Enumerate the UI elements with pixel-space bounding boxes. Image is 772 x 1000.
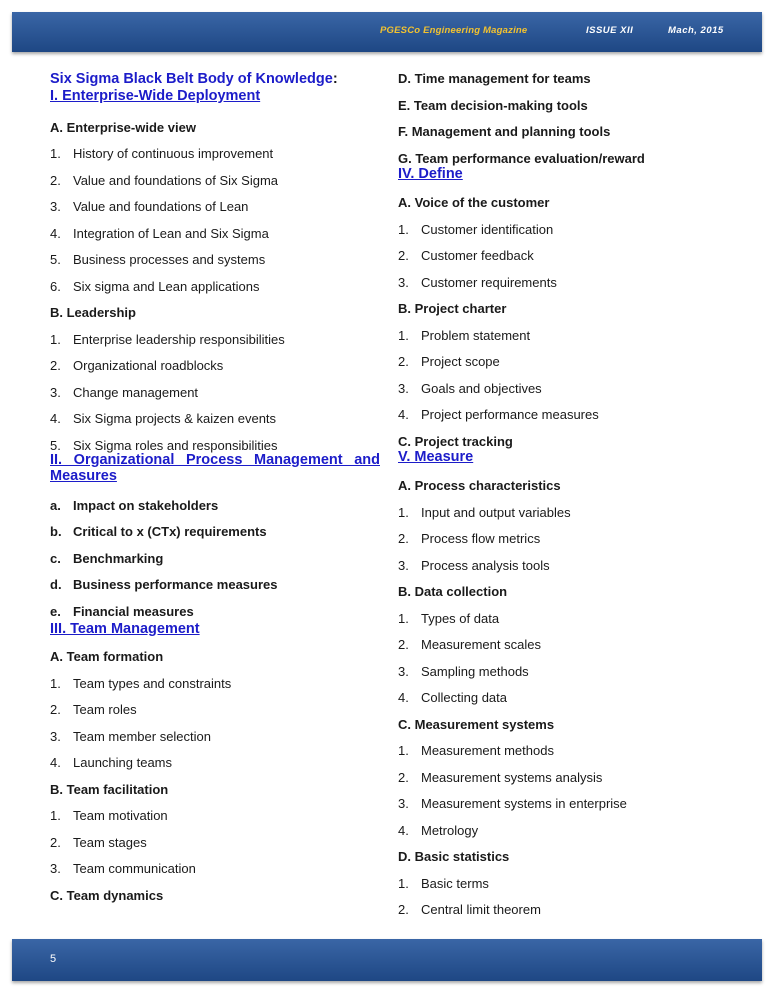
list-item: a. Impact on stakeholders bbox=[50, 497, 219, 513]
section-heading-org-process: II. Organizational Process Management and Measures bbox=[50, 451, 380, 484]
list-item: b. Critical to x (CTx) requirements bbox=[50, 524, 267, 539]
list-item: 5. Business processes and systems bbox=[50, 252, 266, 267]
list-item: 2. Organizational roadblocks bbox=[50, 358, 224, 373]
subhead-project-tracking: C. Project tracking bbox=[398, 433, 513, 449]
list-item: 1. Team types and constraints bbox=[50, 675, 232, 691]
magazine-name: PGESCo Engineering Magazine bbox=[380, 25, 528, 36]
list-item: 1. Team motivation bbox=[50, 808, 168, 823]
subhead-measurement-systems: C. Measurement systems bbox=[398, 716, 555, 732]
list-item: 3. Team communication bbox=[50, 861, 196, 876]
subhead-voice-of-customer: A. Voice of the customer bbox=[398, 195, 550, 210]
list-item: 1. Measurement methods bbox=[398, 743, 554, 758]
list-item: 1. Problem statement bbox=[398, 327, 531, 343]
list-item: 2. Process flow metrics bbox=[398, 531, 541, 546]
subhead-team-formation: A. Team formation bbox=[50, 649, 164, 664]
list-item: 2. Central limit theorem bbox=[398, 902, 541, 917]
right-column bbox=[398, 66, 743, 924]
page-title: Six Sigma Black Belt Body of Knowledge: bbox=[50, 71, 338, 87]
list-item: 3. Value and foundations of Lean bbox=[50, 199, 249, 214]
list-item: 4. Collecting data bbox=[398, 690, 507, 705]
subhead-time-management: D. Time management for teams bbox=[398, 71, 591, 86]
list-item: 3. Measurement systems in enterprise bbox=[398, 796, 627, 811]
list-item: 4. Integration of Lean and Six Sigma bbox=[50, 225, 269, 241]
list-item: 1. Customer identification bbox=[398, 221, 554, 237]
list-item: 1. History of continuous improvement bbox=[50, 146, 274, 161]
subhead-planning-tools: F. Management and planning tools bbox=[398, 124, 611, 139]
list-item: c. Benchmarking bbox=[50, 550, 164, 566]
list-item: 4. Six Sigma projects & kaizen events bbox=[50, 411, 277, 426]
left-column bbox=[50, 70, 380, 909]
subhead-basic-statistics: D. Basic statistics bbox=[398, 849, 510, 864]
list-item: 1. Enterprise leadership responsibilities bbox=[50, 331, 285, 347]
subhead-data-collection: B. Data collection bbox=[398, 584, 508, 599]
header-bar bbox=[12, 12, 762, 52]
list-item: 2. Project scope bbox=[398, 354, 500, 369]
subhead-team-facilitation: B. Team facilitation bbox=[50, 781, 169, 797]
list-item: 2. Team stages bbox=[50, 834, 147, 850]
subhead-team-dynamics: C. Team dynamics bbox=[50, 887, 164, 903]
list-item: 3. Team member selection bbox=[50, 728, 211, 744]
list-item: 3. Sampling methods bbox=[398, 663, 529, 679]
list-item: 5. Six Sigma roles and responsibilities bbox=[50, 437, 278, 453]
list-item: e. Financial measures bbox=[50, 603, 194, 619]
subhead-project-charter: B. Project charter bbox=[398, 301, 507, 316]
issue-date: Mach, 2015 bbox=[668, 25, 724, 36]
list-item: 4. Metrology bbox=[398, 822, 479, 838]
subhead-enterprise-view: A. Enterprise-wide view bbox=[50, 119, 196, 135]
list-item: 2. Value and foundations of Six Sigma bbox=[50, 172, 279, 188]
list-item: 3. Process analysis tools bbox=[398, 557, 550, 573]
list-item: 1. Types of data bbox=[398, 610, 500, 626]
list-item: d. Business performance measures bbox=[50, 577, 278, 592]
list-item: 1. Input and output variables bbox=[398, 504, 571, 520]
section-heading-team-management: III. Team Management bbox=[50, 620, 200, 637]
list-item: 2. Measurement systems analysis bbox=[398, 769, 603, 785]
section-heading-measure: V. Measure bbox=[398, 448, 474, 465]
subhead-decision-tools: E. Team decision-making tools bbox=[398, 97, 588, 113]
list-item: 6. Six sigma and Lean applications bbox=[50, 278, 260, 294]
list-item: 2. Team roles bbox=[50, 702, 137, 717]
footer-bar bbox=[12, 939, 762, 981]
list-item: 3. Customer requirements bbox=[398, 274, 557, 290]
subhead-process-characteristics: A. Process characteristics bbox=[398, 478, 561, 493]
subhead-performance-evaluation: G. Team performance evaluation/reward bbox=[398, 150, 645, 166]
page-number: 5 bbox=[50, 953, 57, 965]
list-item: 2. Customer feedback bbox=[398, 248, 534, 263]
list-item: 3. Change management bbox=[50, 384, 199, 400]
list-item: 2. Measurement scales bbox=[398, 637, 541, 652]
section-heading-define: IV. Define bbox=[398, 165, 463, 182]
section-heading-enterprise: I. Enterprise-Wide Deployment bbox=[50, 88, 261, 104]
subhead-leadership: B. Leadership bbox=[50, 305, 136, 320]
list-item: 4. Launching teams bbox=[50, 755, 173, 770]
list-item: 1. Basic terms bbox=[398, 875, 489, 891]
issue-label: ISSUE XII bbox=[586, 25, 634, 36]
list-item: 4. Project performance measures bbox=[398, 407, 599, 422]
list-item: 3. Goals and objectives bbox=[398, 380, 542, 396]
